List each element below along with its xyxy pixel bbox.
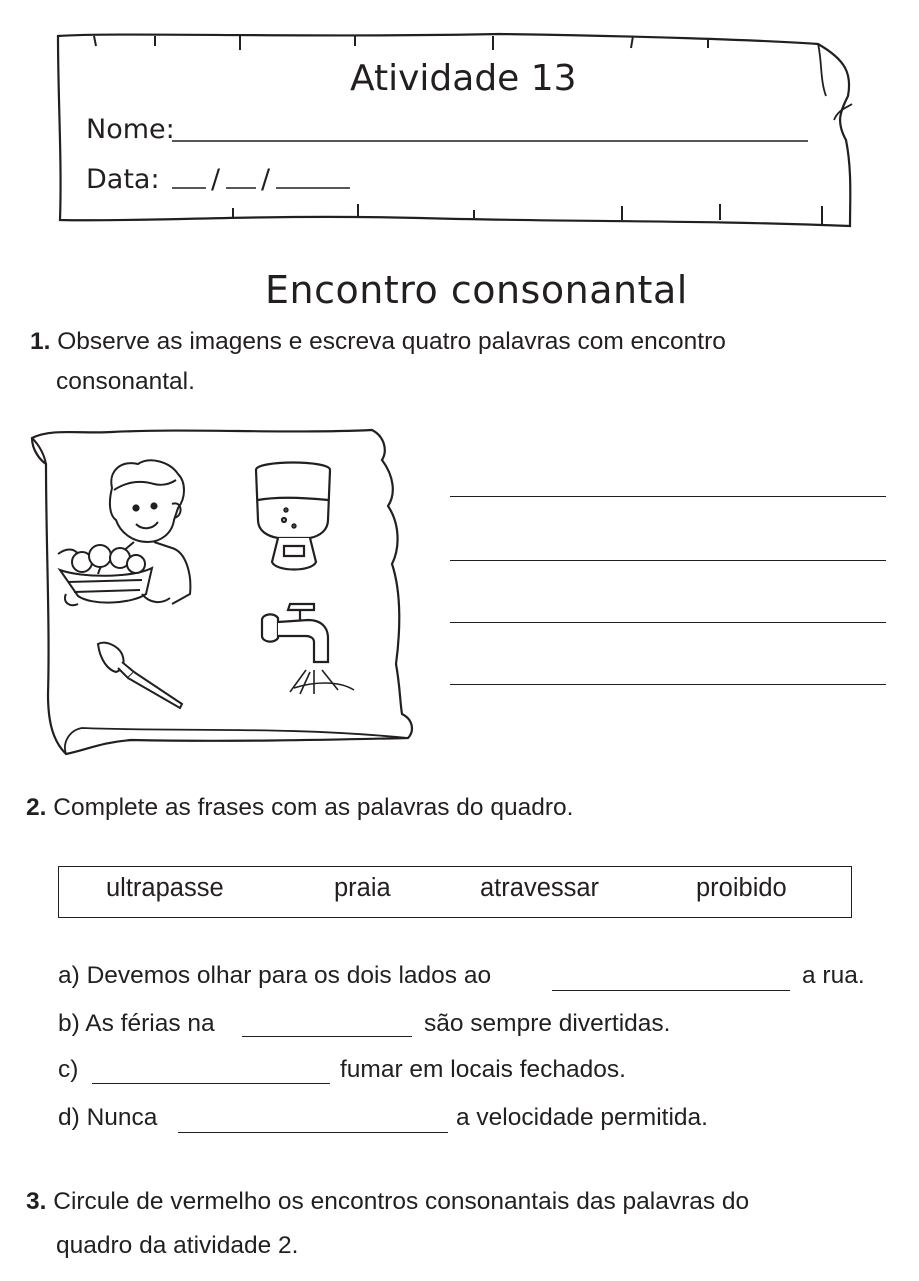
- question-number: 1.: [30, 328, 51, 355]
- blank-field[interactable]: [178, 1132, 448, 1133]
- date-separator: /: [211, 164, 221, 195]
- sentence-c: [58, 1056, 78, 1084]
- sentence-label: d): [58, 1104, 80, 1131]
- question-1-text: [30, 322, 850, 362]
- sentence-label: a): [58, 962, 80, 989]
- sentence-text: a rua.: [802, 962, 865, 989]
- date-label: Data:: [86, 164, 160, 195]
- answer-line-3[interactable]: [450, 622, 886, 623]
- word-box-item: proibido: [696, 874, 787, 902]
- word-box-item: praia: [334, 874, 391, 902]
- question-3-text: [26, 1182, 749, 1222]
- question-number: 2.: [26, 794, 47, 821]
- name-label: Nome:: [86, 114, 175, 145]
- answer-line-1[interactable]: [450, 496, 886, 497]
- question-text: Observe as imagens e escreva quatro palavras com encontro: [57, 328, 726, 355]
- question-number: 3.: [26, 1188, 47, 1215]
- word-box-item: ultrapasse: [106, 874, 224, 902]
- sentence-text: Devemos olhar para os dois lados ao: [86, 962, 492, 989]
- question-2-text: [26, 788, 573, 828]
- question-text: Complete as frases com as palavras do quadro.: [53, 794, 574, 821]
- sentence-b: [58, 1010, 215, 1038]
- sentence-text: são sempre divertidas.: [424, 1010, 671, 1037]
- question-3-text-line2: quadro da atividade 2.: [56, 1232, 299, 1259]
- activity-title: Atividade 13: [350, 58, 577, 99]
- blank-field[interactable]: [92, 1083, 330, 1084]
- answer-line-4[interactable]: [450, 684, 886, 685]
- date-field[interactable]: [172, 162, 350, 188]
- blank-field[interactable]: [242, 1036, 412, 1037]
- sentence-text: As férias na: [85, 1010, 215, 1037]
- sentence-label: b): [58, 1010, 80, 1037]
- word-box-item: atravessar: [480, 874, 600, 902]
- picture-scroll: [22, 424, 422, 764]
- question-1-text-line2: consonantal.: [56, 368, 195, 395]
- section-title: Encontro consonantal: [265, 268, 688, 312]
- answer-line-2[interactable]: [450, 560, 886, 561]
- sentence-d: [58, 1104, 157, 1132]
- blank-field[interactable]: [552, 990, 790, 991]
- sentence-text: Nunca: [86, 1104, 158, 1131]
- name-field[interactable]: [172, 116, 808, 142]
- question-text: Circule de vermelho os encontros consonantais das palavras do: [53, 1188, 750, 1215]
- sentence-label: c): [58, 1056, 79, 1083]
- sentence-text: fumar em locais fechados.: [340, 1056, 626, 1083]
- sentence-a: [58, 962, 491, 990]
- date-separator: /: [261, 164, 271, 195]
- sentence-text: a velocidade permitida.: [456, 1104, 708, 1131]
